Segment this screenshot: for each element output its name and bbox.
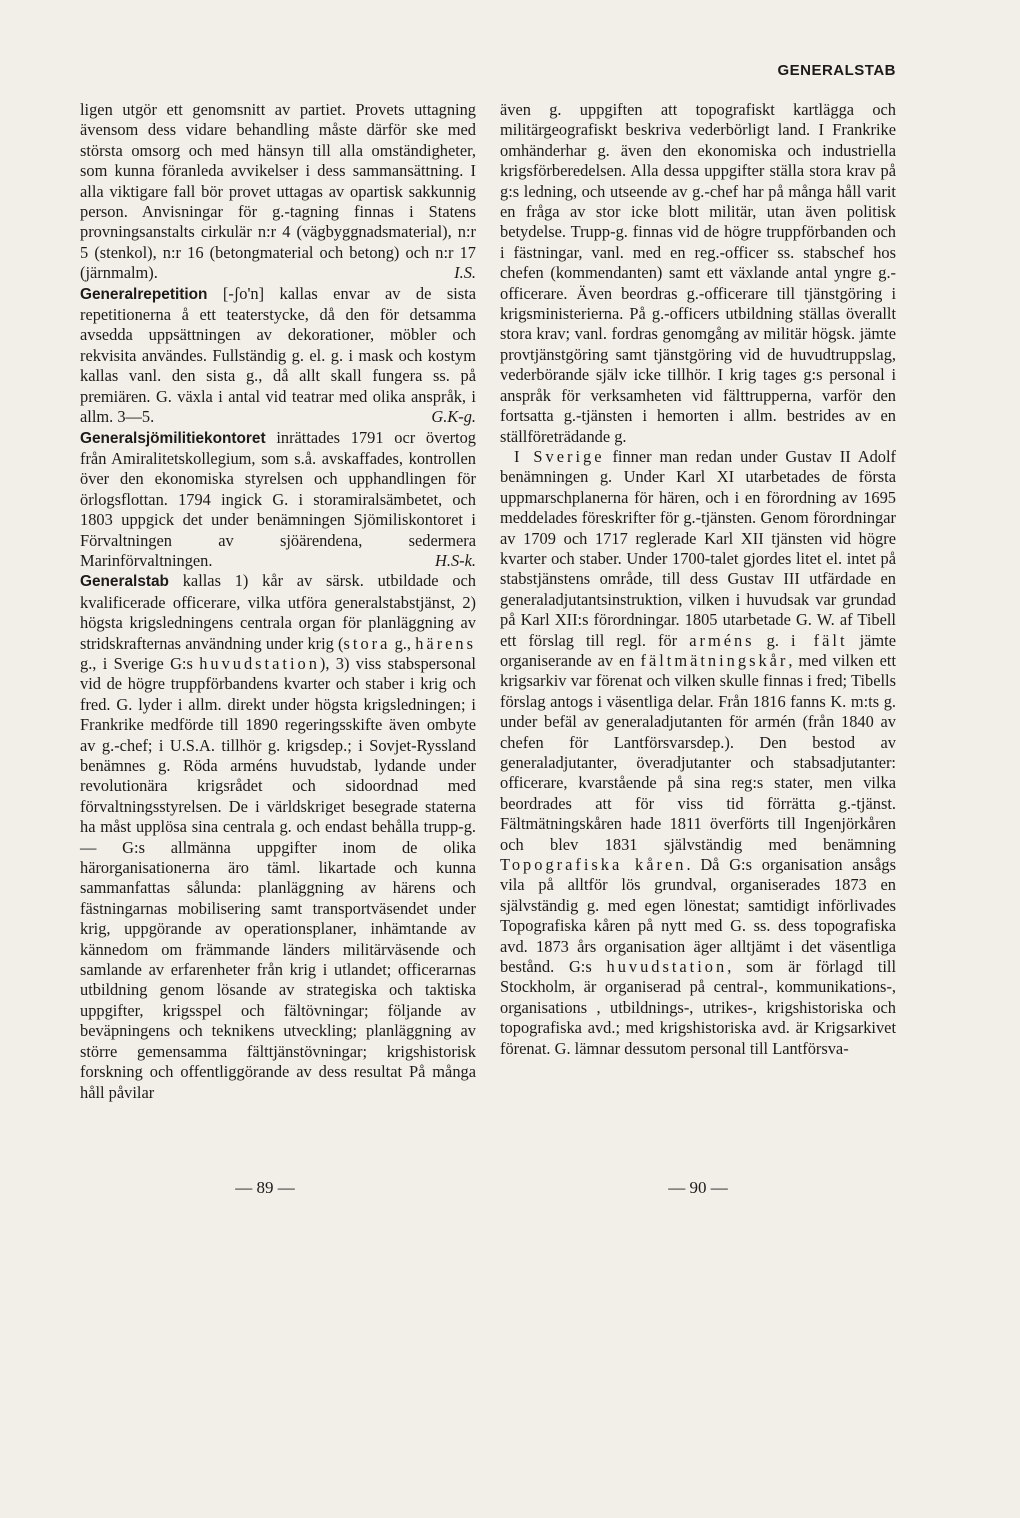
entry-headword: Generalstab bbox=[80, 573, 169, 591]
spaced-term: fältmätningskår bbox=[640, 650, 789, 670]
entry-generalstab-sweden bbox=[500, 447, 896, 1059]
spaced-term: arméns bbox=[689, 630, 755, 650]
entry-generalstab-continued: även g. uppgiften att topografiskt kartlägga och militärgeografiskt beskriva vederbörligt land. I Frankrike omhänderhar g. även den ekonomiska och industriella krigsförberedelsen. Alla dessa uppgifter ställa stora krav på g:s ledning, och utseende av g.-chef har på många håll varit en fråga av stor icke blott militär, utan även politisk betydelse. Trupp-g. finnas vid de högre truppförbanden och i fästningar, vanl. med en reg.-officer ss. stabschef hos chefen (kommendanten) samt ett växlande antal yngre g.-officerare. Även beordras g.-officerare till tjänstgöring i krigsministerierna. På g.-officers utbildning ställas överallt stora krav; vanl. fordras genomgång av militär högsk. jämte provtjänstgöring samt tjänstgöring vid de huvudtruppslag, vederbörande själv icke tillhör. I krig tages g:s personal i anspråk för verksamheten vid fälttrupperna, varför den fortsatta g.-tjänsten i hemorten i allm. bestrides av en ställföreträdande g. bbox=[500, 100, 896, 446]
entry-generalsjomilitiekontoret bbox=[80, 428, 476, 572]
entry-text: inrättades 1791 ocr övertog från Amiralitetskollegium, som s.å. avskaffades, kontrollen över den ekonomiska styrelsen och upphandlingen för örlogsflottan. 1794 ingick G. i storamiralsämbetet, och 1803 uppgick det under benämningen Sjömiliskontoret i Förvaltningen av sjöärendena, sedermera Marinförvaltningen. bbox=[80, 427, 476, 570]
entry-text: . Då G:s organisation ansågs vila på alltför lös grundval, organiserades 1873 en självständig g. med egen lönestat; samtidigt införlivades Topografiska kåren på nytt med G. ss. dess topografiska avd. 1873 års organisation äger alltjämt i det väsentliga bestånd. G:s bbox=[500, 855, 896, 977]
page-number-right: — 90 — bbox=[668, 1178, 728, 1197]
entry-text: g., i Sverige G:s bbox=[80, 653, 200, 673]
running-head: GENERALSTAB bbox=[777, 62, 896, 79]
page-number-left: — 89 — bbox=[235, 1178, 295, 1197]
author-signature: H.S-k. bbox=[435, 550, 476, 570]
entry-text: , som är förlagd till Stockholm, är organiserad på central-, kommunikations-, organisations , utbildnings-, utrikes-, krigshistoriska och topografiska avd.; med krigshistoriska avd. är Krigsarkivet förenat. G. lämnar dessutom personal till Lantförsva- bbox=[500, 957, 896, 1058]
entry-text: finner man redan under Gustav II Adolf benämningen g. Under Karl XI utarbetades de första uppmarschplanerna för hären, och i en förordning av 1695 meddelades föreskrifter för g.-tjänsten. Genom förordningar av 1709 och 1717 reglerade Karl XII tjänsten vid högre kvarter och staber. Under 1700-talet gjordes litet el. intet på stabstjänstens område, till dess Gustav III utfärdade en generaladjutantsinstruktion, vilken i huvudsak var grundad på Karl XII:s förordningar. 1805 utarbetade G. W. af Tibell ett förslag till regl. för bbox=[500, 446, 896, 650]
entry-headword: Generalrepetition bbox=[80, 285, 208, 303]
entry-text: g., bbox=[390, 633, 416, 653]
entry-text: g. bbox=[754, 630, 792, 650]
entry-text: , med vilken ett krigsarkiv var förenat och vilken skulle finnas i fred; Tibells förslag antogs i väsentliga delar. Från 1816 fanns K. m:ts g. under befäl av generaladjutanten för armén (från 1840 av chefen för Lantförsvarsdep.). Den bestod av generaladjutanter, överadjutanter och stabsadjutanter: officerare, kvarstående på sina reg:s stater, men vilka beordrades att för viss tid förrätta g.-tjänst. Fältmätningskåren hade 1811 överförts till Ingenjörkåren och blev 1831 självständig med benämning bbox=[500, 650, 896, 854]
spaced-term: huvudstation bbox=[199, 653, 320, 673]
entry-generalrepetition bbox=[80, 284, 476, 428]
spaced-term: stora bbox=[343, 633, 391, 653]
spaced-term: Topografiska kåren bbox=[500, 855, 687, 875]
entry-generalstab bbox=[80, 571, 476, 1103]
left-column bbox=[80, 100, 476, 1103]
entry-continuation bbox=[80, 100, 476, 284]
entry-text: ), 3) viss stabspersonal vid de högre truppförbandens kvarter och staber i krig och fred. G. lyder i allm. direkt under högsta krigsledningen; i Frankrike medförde till 1890 regeringsskifte även ombyte av g.-chef; i U.S.A. tillhör g. krigsdep.; i Sovjet-Ryssland benämnes g. Röda arméns huvudstab, lydande under revolutionära krigsrådet och sidoordnad med förvaltningsstyrelsen. De i världskriget besegrade staterna ha måst upplösa sina centrala g. och endast behålla trupp-g. — G:s allmänna uppgifter inom de olika härorganisationerna äro täml. likartade och kunna sammanfattas sålunda: planläggning av härens och fästningarnas mobilisering samt transportväsendet under krig, uppgörande av operationsplaner, inhämtande av kännedom om främmande länders militärväsende och samlande av erfarenheter från krig i utlandet; officerarnas utbildning genom lösande av strategiska och taktiska uppgifter, krigsspel och fältövningar; följande av beväpningens och teknikens utveckling; planläggning av större gemensamma fälttjänstövningar; krigshistorisk forskning och offentliggörande av dess resultat På många håll påvilar bbox=[80, 653, 476, 1102]
spaced-term: härens bbox=[415, 633, 476, 653]
spaced-term: huvudstation bbox=[606, 957, 728, 977]
right-column bbox=[500, 100, 896, 1059]
author-signature: G.K-g. bbox=[431, 407, 476, 427]
entry-headword: Generalsjömilitiekontoret bbox=[80, 429, 266, 447]
spaced-term: I Sverige bbox=[514, 446, 605, 466]
entry-text: jämte organiserande av en bbox=[500, 630, 897, 670]
entry-text: [-ʃo'n] kallas envar av de sista repetitionerna å ett teaterstycke, då den för detsamma avsedda uppsättningen av dekorationer, möbler och rekvisita användes. Fullständig g. el. g. i mask och kostym kallas vanl. den sista g., då allt skall fungera ss. på premiären. G. växla i antal vid teatrar med olika anspråk, i allm. 3—5. bbox=[80, 283, 476, 427]
author-signature: I.S. bbox=[454, 263, 476, 283]
entry-text: ligen utgör ett genomsnitt av partiet. Provets uttagning ävensom dess vidare behandling måste därför ske med största omsorg och med hänsyn till alla omständigheter, som kunna föranleda avvikelser i dess sammansättning. I alla viktigare fall bör provet uttagas av opartisk sakkunnig person. Anvisningar för g.-tagning finnas i Statens provningsanstalts cirkulär n:r 4 (vägbyggnadsmaterial), n:r 5 (stenkol), n:r 16 (betongmaterial och betong) och n:r 17 (järnmalm). bbox=[80, 100, 476, 283]
entry-text: kallas 1) kår av särsk. utbildade och kvalificerade officerare, vilka utföra generalstabstjänst, 2) högsta krigsledningens centrala organ för planläggning av stridskrafternas användning under krig ( bbox=[80, 571, 476, 653]
spaced-term: i fält bbox=[791, 630, 848, 650]
